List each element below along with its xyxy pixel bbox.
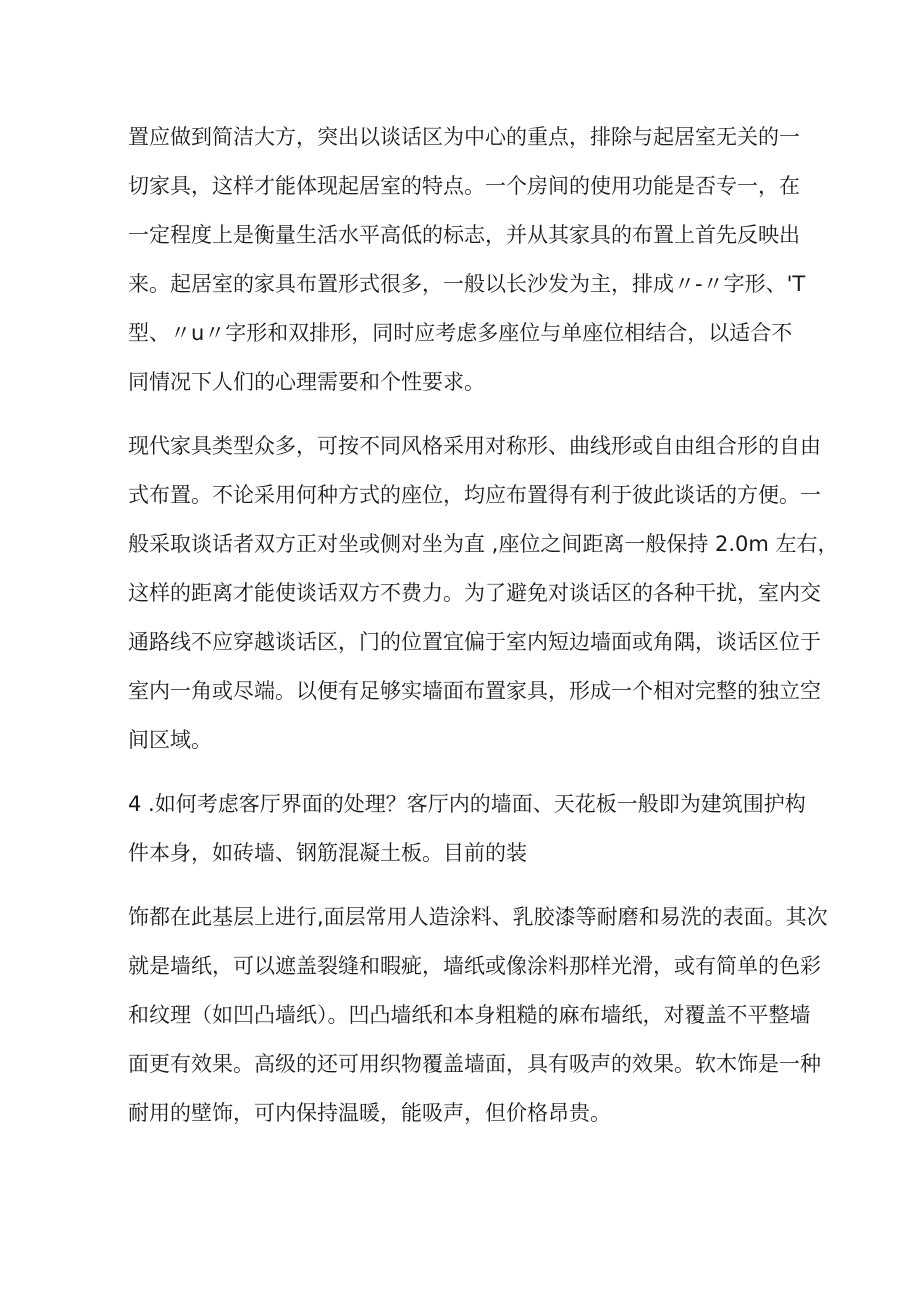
text-line: 4 .如何考虑客厅界面的处理？客厅内的墙面、天花板一般即为建筑围护构 — [128, 792, 806, 816]
text-line: 就是墙纸，可以遮盖裂缝和暇疵，墙纸或像涂料那样光滑，或有简单的色彩 — [128, 954, 821, 978]
text-line: 般采取谈话者双方正对坐或侧对坐为直 ,座位之间距离一般保持 2.0m 左右， — [128, 532, 839, 556]
paragraph-furniture-layout — [128, 113, 808, 407]
text-line: 型、〃u〃字形和双排形，同时应考虑多座位与单座位相结合，以适合不 — [128, 321, 793, 345]
text-line: 和纹理（如凹凸墙纸）。凹凸墙纸和本身粗糙的麻布墙纸，对覆盖不平整墙 — [128, 1003, 811, 1027]
text-line: 切家具，这样才能体现起居室的特点。一个房间的使用功能是否专一，在 — [128, 174, 800, 198]
paragraph-modern-furniture — [128, 422, 839, 765]
text-line: 件本身，如砖墙、钢筋混凝土板。目前的装 — [128, 841, 527, 865]
text-line: 间区域。 — [128, 728, 212, 752]
paragraph-wall-finishes — [128, 893, 828, 1138]
text-line: 式布置。不论采用何种方式的座位，均应布置得有利于彼此谈话的方便。一 — [128, 483, 821, 507]
text-line: 室内一角或尽端。以便有足够实墙面布置家具，形成一个相对完整的独立空 — [128, 679, 821, 703]
text-line: 饰都在此基层上进行,面层常用人造涂料、乳胶漆等耐磨和易洗的表面。其次 — [128, 905, 828, 929]
text-line: 这样的距离才能使谈话双方不费力。为了避免对谈话区的各种干扰，室内交 — [128, 581, 821, 605]
text-line: 来。起居室的家具布置形式很多，一般以长沙发为主，排成〃-〃字形、'T — [128, 272, 806, 296]
text-line: 置应做到简洁大方，突出以谈话区为中心的重点，排除与起居室无关的一 — [128, 125, 800, 149]
text-line: 一定程度上是衡量生活水平高低的标志，并从其家具的布置上首先反映出 — [128, 223, 800, 247]
text-line: 面更有效果。高级的还可用织物覆盖墙面，具有吸声的效果。软木饰是一种 — [128, 1052, 821, 1076]
text-line: 耐用的壁饰，可内保持温暖，能吸声，但价格昂贵。 — [128, 1101, 611, 1125]
paragraph-question-4 — [128, 780, 808, 878]
text-line: 现代家具类型众多，可按不同风格采用对称形、曲线形或自由组合形的自由 — [128, 434, 821, 458]
text-line: 通路线不应穿越谈话区，门的位置宜偏于室内短边墙面或角隅，谈话区位于 — [128, 630, 821, 654]
text-line: 同情况下人们的心理需要和个性要求。 — [128, 370, 485, 394]
